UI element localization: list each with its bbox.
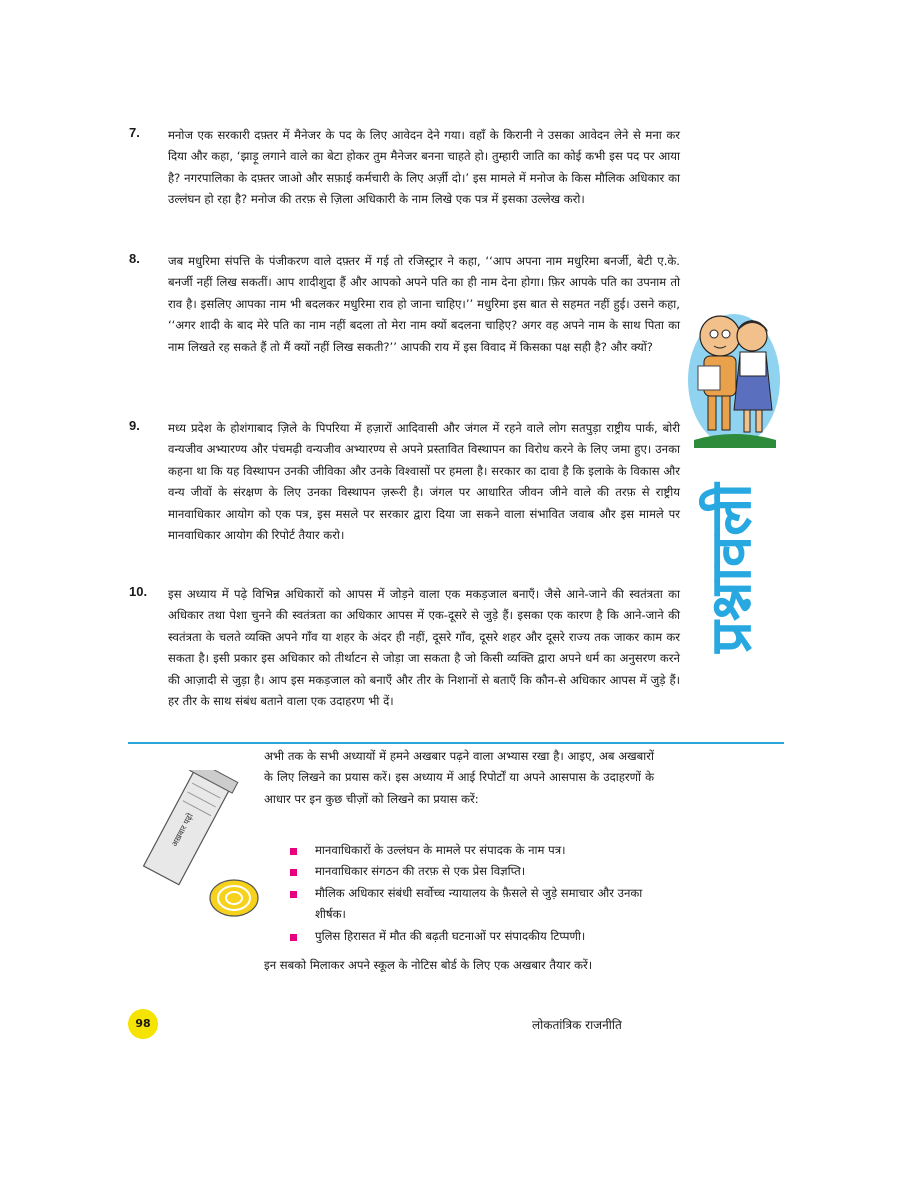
list-item (290, 883, 660, 926)
question-number: 7. (129, 125, 140, 140)
list-item (290, 926, 660, 947)
question-number: 8. (129, 251, 140, 266)
section-title (692, 455, 764, 655)
newspaper-telescope-icon (130, 770, 265, 920)
question-text: जब मधुरिमा संपत्ति के पंजीकरण वाले दफ़्तर में गई तो रजिस्ट्रार ने कहा, ‘‘आप अपना नाम मधुरिमा बनर्जी, बेटी ए.के. बनर्जी नहीं लिख सकतीं। आप शादीशुदा हैं और आपको अपने पति का ही नाम देना होगा। फ़िर आपके पति का उपनाम तो राव है। इसलिए आपका नाम भी बदलकर मधुरिमा राव हो जाना चाहिए।’’ मधुरिमा इस बात से सहमत नहीं हुई। उसने कहा, ‘‘अगर शादी के बाद मेरे पति का नाम नहीं बदला तो मेरा नाम क्यों बदलना चाहिए? अगर वह अपने नाम के साथ पिता का नाम लिखते रह सकते हैं तो मैं क्यों नहीं लिख सकती?’’ आपकी राय में इस विवाद में किसका पक्ष सही है? और क्यों? (168, 254, 680, 354)
bullet-square-icon (290, 848, 297, 855)
question-text: मनोज एक सरकारी दफ़्तर में मैनेजर के पद के लिए आवेदन देने गया। वहाँ के किरानी ने उसका आवेदन लेने से मना कर दिया और कहा, ‘झाड़ू लगाने वाले का बेटा होकर तुम मैनेजर बनना चाहते हो। तुम्हारी जाति का कोई कभी इस पद पर आया है? नगरपालिका के दफ़्तर जाओ और सफ़ाई कर्मचारी के लिए अर्ज़ी दो।’ इस मामले में मनोज के किस मौलिक अधिकार का उल्लंघन हो रहा है? मनोज की तरफ़ से ज़िला अधिकारी के नाम लिखे एक पत्र में इसका उल्लेख करो। (168, 128, 680, 207)
question-number: 10. (129, 584, 148, 599)
bullet-square-icon (290, 869, 297, 876)
question-text: इस अध्याय में पढ़े विभिन्न अधिकारों को आपस में जोड़ने वाला एक मकड़जाल बनाएँ। जैसे आने-जाने की स्वतंत्रता का अधिकार तथा पेशा चुनने की स्वतंत्रता का अधिकार आपस में एक-दूसरे से जुड़े हैं। इसका एक कारण है कि आने-जाने की स्वतंत्रता के चलते व्यक्ति अपने गाँव या शहर के अंदर ही नहीं, दूसरे गाँव, दूसरे शहर और दूसरे राज्य तक जाकर काम कर सकता है। इसी प्रकार इस अधिकार को तीर्थाटन से जोड़ा जा सकता है जो किसी व्यक्ति द्वारा अपने धर्म का अनुसरण करने की आज़ादी से जुड़ा है। आप इस मकड़जाल को बनाएँ और तीर के निशानों से बताएँ कि कौन-से अधिकार आपस में जुड़े हैं। हर तीर के साथ संबंध बताने वाला एक उदाहरण भी दें। (168, 587, 680, 709)
activity-closing: इन सबको मिलाकर अपने स्कूल के नोटिस बोर्ड के लिए एक अखबार तैयार करें। (264, 958, 593, 972)
activity-intro: अभी तक के सभी अध्यायों में हमने अखबार पढ़ने वाला अभ्यास रखा है। आइए, अब अखबारों के लिए लिखने का प्रयास करें। इस अध्याय में आई रिपोर्टों या अपने आसपास के उदाहरणों के आधार पर इन कुछ चीज़ों को लिखने का प्रयास करें: (264, 749, 654, 806)
telescope-label: अख़बार पढ़ो (170, 811, 195, 849)
section-title-text: प्रश्नावली (699, 483, 764, 653)
bullet-square-icon (290, 934, 297, 941)
list-item-text: मानवाधिकारों के उल्लंघन के मामले पर संपादक के नाम पत्र। (315, 843, 566, 857)
page-number: 98 (128, 1009, 158, 1039)
bullet-square-icon (290, 891, 297, 898)
question-number: 9. (129, 418, 140, 433)
book-title: लोकतांत्रिक राजनीति (532, 1018, 622, 1032)
list-item (290, 840, 660, 861)
list-item-text: मानवाधिकार संगठन की तरफ़ से एक प्रेस विज्ञप्ति। (315, 864, 526, 879)
list-item (290, 861, 660, 882)
activity-list (290, 840, 660, 947)
children-illustration (684, 300, 784, 448)
list-item-text: मौलिक अधिकार संबंधी सर्वोच्च न्यायालय के फ़ैसले से जुड़े समाचार और उनका शीर्षक। (315, 885, 643, 922)
list-item-text: पुलिस हिरासत में मौत की बढ़ती घटनाओं पर संपादकीय टिप्पणी। (315, 928, 586, 943)
section-divider (128, 742, 784, 744)
question-text: मध्य प्रदेश के होशंगाबाद ज़िले के पिपरिया में हज़ारों आदिवासी और जंगल में रहने वाले लोग सतपुड़ा राष्ट्रीय पार्क, बोरी वन्यजीव अभ्यारण्य और पंचमढ़ी वन्यजीव अभ्यारण्य से अपने प्रस्तावित विस्थापन का विरोध करने के लिए जमा हुए। उनका कहना था कि यह विस्थापन उनकी जीविका और उनके विश्वासों पर हमला है। सरकार का दावा है कि इलाके के विकास और वन्य जीवों के संरक्षण के लिए उनका विस्थापन ज़रूरी है। जंगल पर आधारित जीवन जीने वाले की तरफ़ से राष्ट्रीय मानवाधिकार आयोग को एक पत्र, इस मसले पर सरकार द्वारा दिया जा सकने वाला संभावित जवाब और इस मामले पर मानवाधिकार आयोग की रिपोर्ट तैयार करो। (168, 421, 680, 543)
